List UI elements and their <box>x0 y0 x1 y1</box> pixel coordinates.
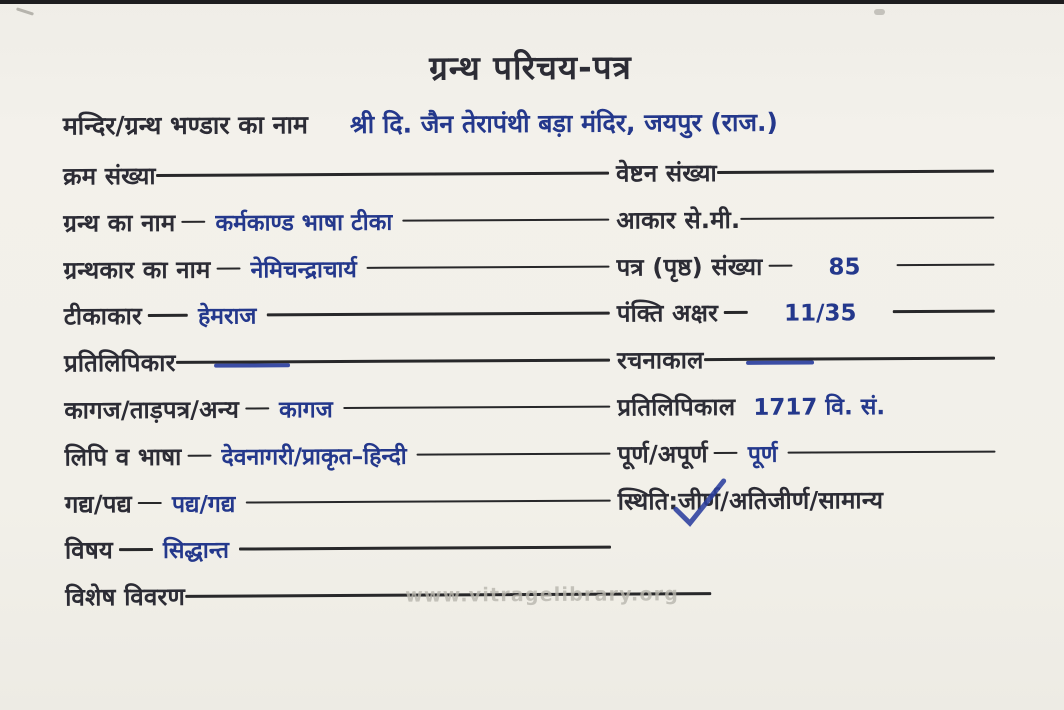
fill-line <box>343 406 611 410</box>
pankti-akshar-value: 11/35 <box>784 300 857 328</box>
left-column <box>63 157 611 628</box>
pratilipikar-label: प्रतिलिपिकार <box>63 349 176 378</box>
fill-line <box>704 357 995 361</box>
fill-line <box>245 407 269 410</box>
watermark-text: www.vitragelibrary.org <box>405 583 680 607</box>
fill-line <box>724 311 748 314</box>
vishay-value: सिद्धान्त <box>162 537 230 565</box>
fill-line <box>181 221 205 224</box>
granthkar-label: ग्रन्थकार का नाम <box>63 255 211 285</box>
row-aakar <box>616 201 994 250</box>
kram-sankhya-label: क्रम संख्या <box>62 161 156 191</box>
purn-apurn-label: पूर्ण/अपूर्ण <box>617 439 708 469</box>
fill-line <box>119 548 153 551</box>
temple-name-value: श्री दि. जैन तेरापंथी बड़ा मंदिर, जयपुर (राज.) <box>349 107 779 139</box>
fill-line <box>893 310 995 313</box>
fill-line <box>217 267 241 270</box>
fill-line <box>402 218 609 222</box>
vishay-label: विषय <box>64 536 114 565</box>
kagaj-value: कागज <box>279 397 333 424</box>
fill-line <box>148 314 188 317</box>
temple-name-row <box>63 103 1053 142</box>
fill-line <box>417 452 611 456</box>
granth-naam-value: कर्मकाण्ड भाषा टीका <box>215 209 393 237</box>
fill-line <box>717 170 994 174</box>
sthiti-label: स्थिति: <box>617 486 679 516</box>
lipi-bhasha-label: लिपि व भाषा <box>64 442 182 472</box>
aakar-label: आकार से.मी. <box>616 205 741 235</box>
tikakar-label: टीकाकार <box>63 302 143 331</box>
granth-naam-label: ग्रन्थ का नाम <box>63 208 176 238</box>
temple-name-label: मन्दिर/ग्रन्थ भण्डार का नाम <box>62 110 309 141</box>
tikakar-value: हेमराज <box>197 303 257 331</box>
sthiti-checked-text: जीर्ण <box>678 486 721 515</box>
vishesh-vivaran-label: विशेष विवरण <box>65 582 186 612</box>
check-mark-icon <box>668 475 730 529</box>
page-title: ग्रन्थ परिचय-पत्र <box>429 47 632 88</box>
patra-sankhya-value: 85 <box>828 253 861 281</box>
kagaj-label: कागज/ताड़पत्र/अन्य <box>64 395 240 425</box>
gadya-padya-value: पद्य/गद्य <box>171 491 236 518</box>
pankti-akshar-label: पंक्ति अक्षर <box>616 299 719 328</box>
right-column <box>616 155 996 531</box>
row-pratilipikar <box>64 344 610 394</box>
fill-line <box>138 502 162 505</box>
row-lipi-bhasha <box>64 437 610 487</box>
row-kagaj <box>64 391 610 441</box>
granthkar-value: नेमिचन्द्राचार्य <box>250 256 357 284</box>
purn-apurn-value: पूर्ण <box>747 441 778 468</box>
fill-line <box>245 499 610 503</box>
sthiti-other-options: /अतिजीर्ण/सामान्य <box>719 485 884 515</box>
fill-line <box>787 450 995 454</box>
pratilipikal-label: प्रतिलिपिकाल <box>617 392 736 422</box>
rachnakal-label: रचनाकाल <box>616 346 704 375</box>
fill-line <box>768 264 792 267</box>
pratilipikal-value: 1717 वि. सं. <box>753 394 886 421</box>
row-veshtan-sankhya <box>616 155 994 204</box>
lipi-bhasha-value: देवनागरी/प्राकृत–हिन्दी <box>221 443 407 471</box>
row-rachnakal <box>617 342 995 391</box>
row-pratilipikal <box>617 389 995 438</box>
fill-line <box>239 546 611 550</box>
row-kram-sankhya <box>63 157 609 207</box>
row-granth-naam <box>63 203 609 253</box>
fill-line <box>367 265 610 269</box>
sthiti-checked-option <box>678 484 720 518</box>
fill-line <box>740 216 994 220</box>
row-granthkar <box>63 250 609 300</box>
fill-line <box>156 172 609 177</box>
row-pankti-akshar <box>617 295 995 344</box>
row-tikakar <box>64 297 610 347</box>
veshtan-sankhya-label: वेष्टन संख्या <box>615 159 717 188</box>
fill-line <box>187 454 211 457</box>
patra-sankhya-label: पत्र (पृष्ठ) संख्या <box>616 252 763 282</box>
row-sthiti <box>618 482 996 531</box>
fill-line <box>714 452 738 455</box>
row-patra-sankhya <box>616 248 994 297</box>
row-vishay <box>65 531 611 581</box>
nil-dash-mark <box>214 363 290 367</box>
fill-line <box>266 312 609 316</box>
nil-dash-mark <box>746 361 814 365</box>
fill-line <box>176 359 610 364</box>
fill-line <box>896 263 994 266</box>
gadya-padya-label: गद्य/पद्य <box>64 489 133 519</box>
row-gadya-padya <box>65 484 611 534</box>
